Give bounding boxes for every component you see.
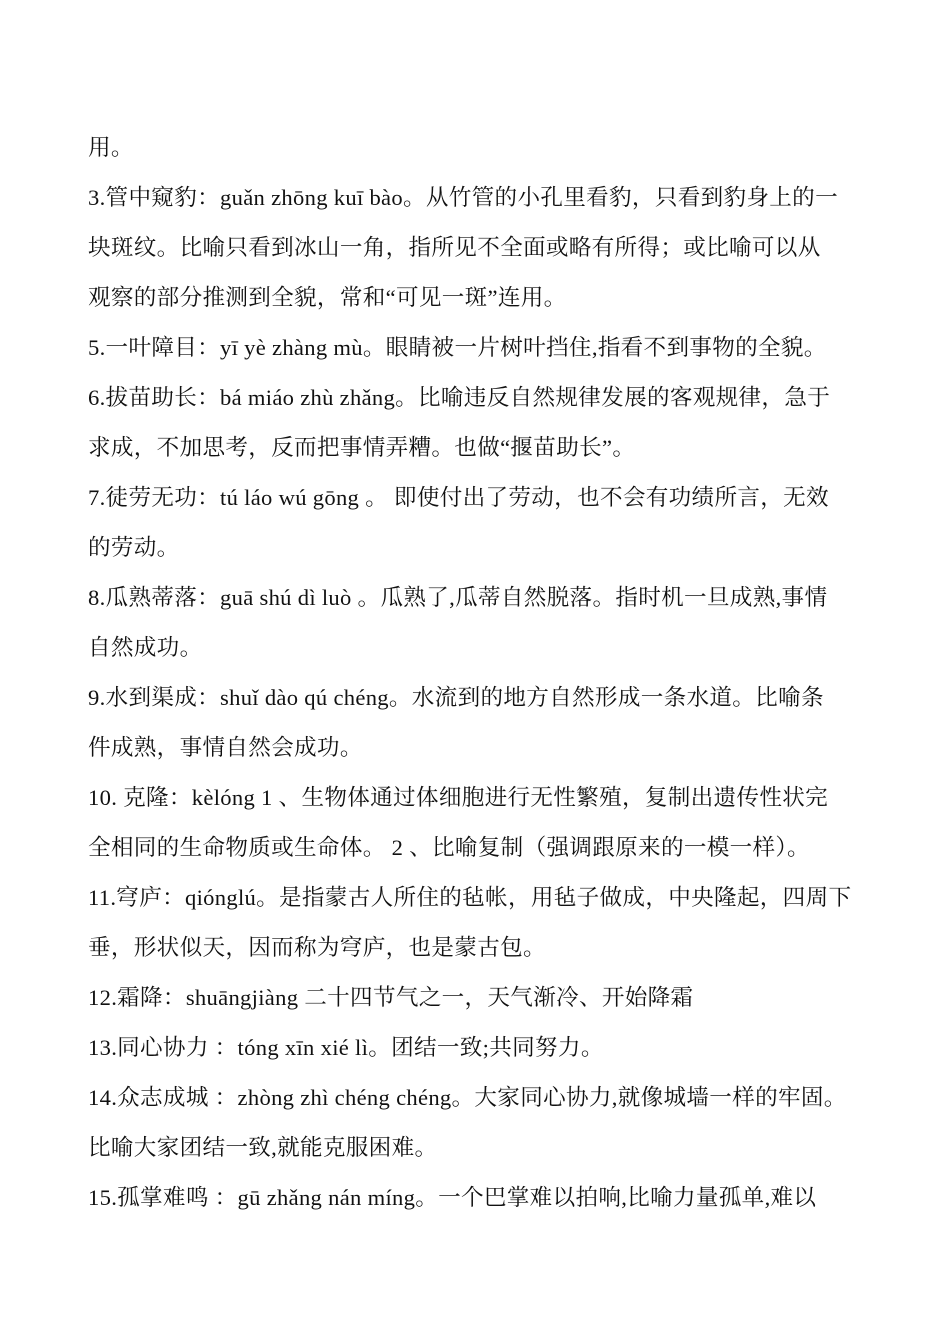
text-line: 比喻大家团结一致,就能克服困难。: [88, 1135, 438, 1160]
text-line: 垂，形状似天，因而称为穹庐，也是蒙古包。: [88, 935, 546, 960]
entry-tong-xin-xie-li: 13.同心协力 ：tóng xīn xié lì。团结一致;共同努力。: [88, 1035, 604, 1060]
entry-zhong-zhi-cheng-cheng: 14.众志成城 ：zhòng zhì chéng chéng。大家同心协力,就像城墙一样的牢固。: [88, 1085, 847, 1110]
text-line: 用。: [88, 135, 134, 160]
entry-ba-miao-zhu-zhang: 6.拔苗助长：bá miáo zhù zhǎng。比喻违反自然规律发展的客观规律，急于: [88, 385, 831, 410]
text-line: 自然成功。: [88, 635, 203, 660]
entry-shui-dao-qu-cheng: 9.水到渠成：shuǐ dào qú chéng。水流到的地方自然形成一条水道。比喻条: [88, 685, 824, 710]
document-page: [88, 127, 910, 1227]
entry-shuangjiang: 12.霜降：shuāngjiàng 二十四节气之一，天气渐冷、开始降霜: [88, 985, 694, 1010]
text-line: 件成熟，事情自然会成功。: [88, 735, 363, 760]
entry-tu-lao-wu-gong: 7.徒劳无功：tú láo wú gōng 。 即使付出了劳动，也不会有功绩所言，无效: [88, 485, 829, 510]
text-line: 块斑纹。比喻只看到冰山一角，指所见不全面或略有所得；或比喻可以从: [88, 235, 821, 260]
text-line: 的劳动。: [88, 535, 180, 560]
text-line: 求成，不加思考，反而把事情弄糟。也做“揠苗助长”。: [88, 435, 636, 460]
entry-qionglu: 11.穹庐：qiónglú。是指蒙古人所住的毡帐，用毡子做成，中央隆起，四周下: [88, 885, 852, 910]
entry-gu-zhang-nan-ming: 15.孤掌难鸣 ：gū zhǎng nán míng。一个巴掌难以拍响,比喻力量孤单,难以: [88, 1185, 817, 1210]
entry-kelong: 10. 克隆：kèlóng 1 、生物体通过体细胞进行无性繁殖，复制出遗传性状完: [88, 785, 829, 810]
text-line: 全相同的生命物质或生命体。 2 、比喻复制（强调跟原来的一模一样）。: [88, 835, 810, 860]
entry-gua-shu-di-luo: 8.瓜熟蒂落：guā shú dì luò 。瓜熟了,瓜蒂自然脱落。指时机一旦成熟,事情: [88, 585, 828, 610]
entry-guan-zhong-kui-bao: 3.管中窥豹：guǎn zhōng kuī bào。从竹管的小孔里看豹，只看到豹身上的一: [88, 185, 838, 210]
text-line: 观察的部分推测到全貌，常和“可见一斑”连用。: [88, 285, 567, 310]
entry-yi-ye-zhang-mu: 5.一叶障目：yī yè zhàng mù。眼睛被一片树叶挡住,指看不到事物的全貌。: [88, 335, 827, 360]
